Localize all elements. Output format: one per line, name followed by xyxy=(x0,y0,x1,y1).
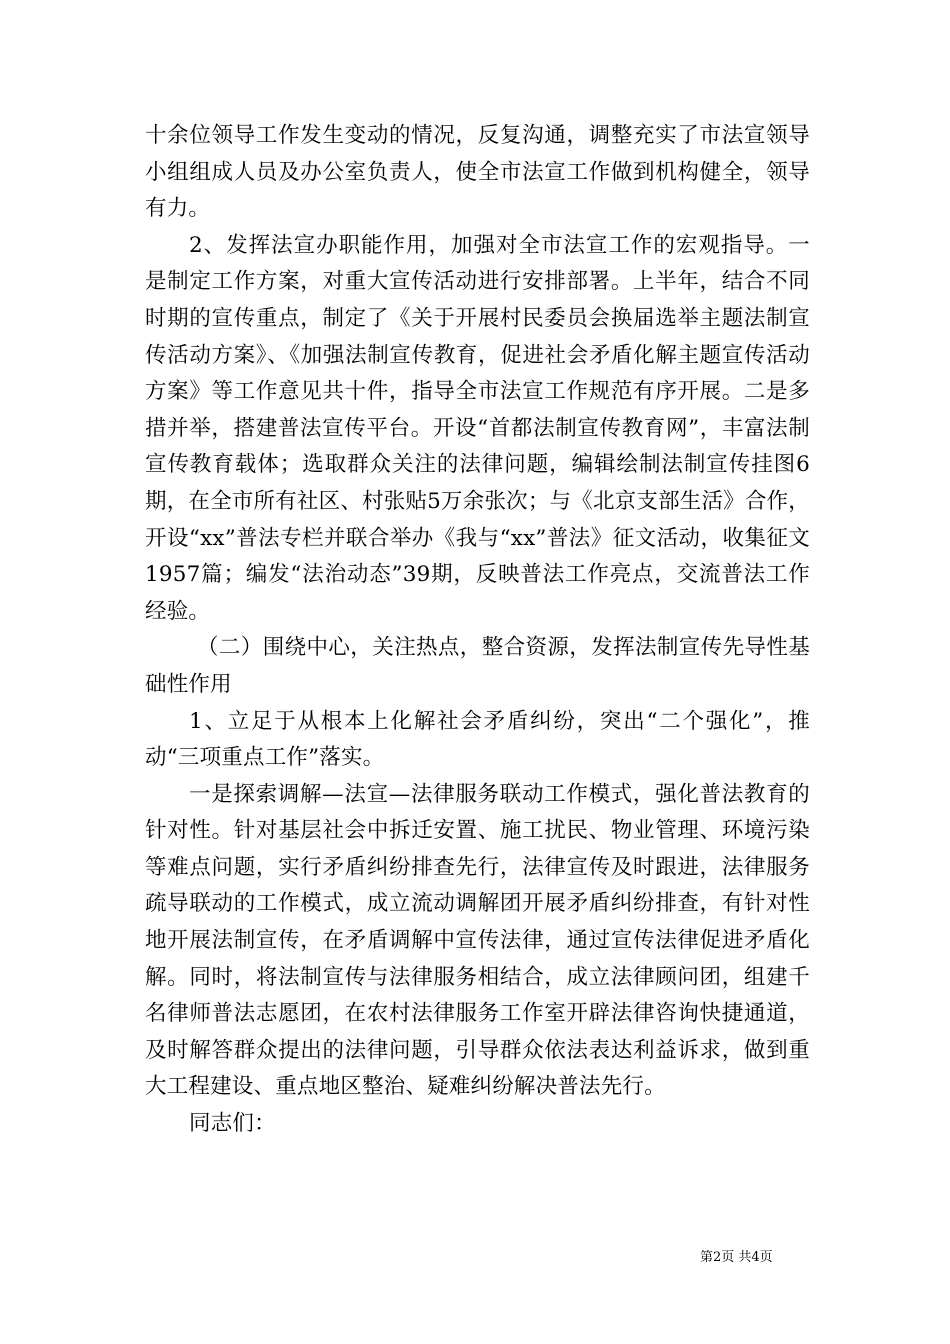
paragraph-salutation: 同志们： xyxy=(189,1111,276,1137)
page-number-footer: 第2页 共4页 xyxy=(700,1250,773,1265)
section-heading-2: （二）围绕中心，关注热点，整合资源，发挥法制宣传先导性基础性作用 xyxy=(145,635,810,697)
paragraph-continuation: 十余位领导工作发生变动的情况，反复沟通，调整充实了市法宣领导小组组成人员及办公室负责人，使全市法宣工作做到机构健全，领导有力。 xyxy=(145,123,810,222)
paragraph-point-1: 一是探索调解—法宣—法律服务联动工作模式，强化普法教育的针对性。针对基层社会中拆迁安置、施工扰民、物业管理、环境污染等难点问题，实行矛盾纠纷排查先行，法律宣传及时跟进，法律服务疏导联动的工作模式，成立流动调解团开展矛盾纠纷排查，有针对性地开展法制宣传，在矛盾调解中宣传法律，通过宣传法律促进矛盾化解。同时，将法制宣传与法律服务相结合，成立法律顾问团，组建千名律师普法志愿团，在农村法律服务工作室开辟法律咨询快捷通道，及时解答群众提出的法律问题，引导群众依法表达利益诉求，做到重大工程建设、重点地区整治、疑难纠纷解决普法先行。 xyxy=(145,781,810,1100)
paragraph-item-1: 1、立足于从根本上化解社会矛盾纠纷，突出“二个强化”，推动“三项重点工作”落实。 xyxy=(145,708,810,771)
paragraph-item-2: 2、发挥法宣办职能作用，加强对全市法宣工作的宏观指导。一是制定工作方案，对重大宣传活动进行安排部署。上半年，结合不同时期的宣传重点，制定了《关于开展村民委员会换届选举主题法制宣传活动方案》、《加强法制宣传教育，促进社会矛盾化解主题宣传活动方案》等工作意见共十件，指导全市法宣工作规范有序开展。二是多措并举，搭建普法宣传平台。开设“首都法制宣传教育网”，丰富法制宣传教育载体；选取群众关注的法律问题，编辑绘制法制宣传挂图6期，在全市所有社区、村张贴5万余张次；与《北京支部生活》合作，开设“xx”普法专栏并联合举办《我与“xx”普法》征文活动，收集征文1957篇；编发“法治动态”39期，反映普法工作亮点，交流普法工作经验。 xyxy=(145,232,810,624)
document-body xyxy=(145,118,810,1143)
